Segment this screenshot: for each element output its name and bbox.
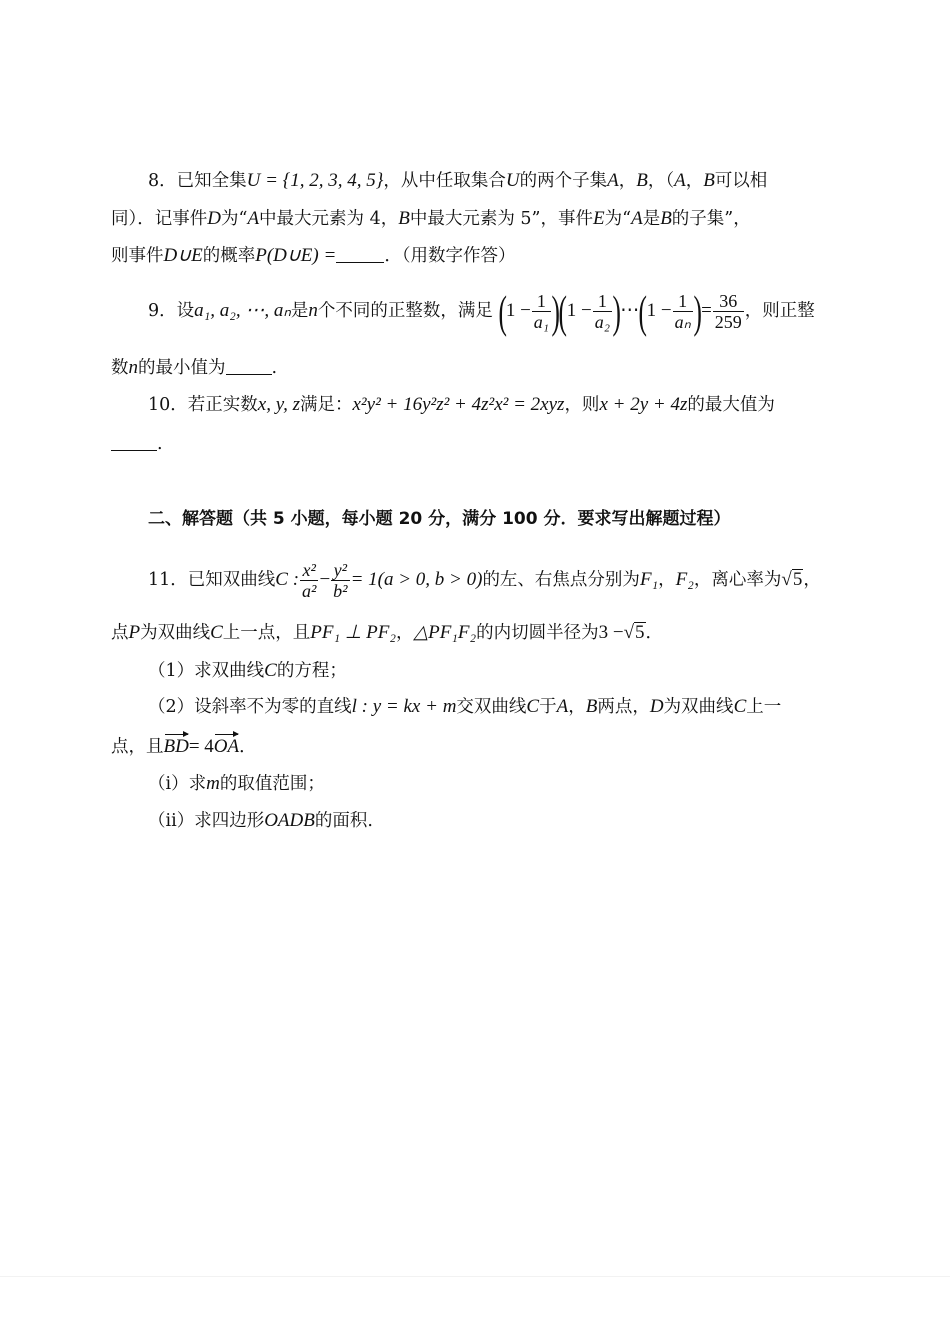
q11-var-a: A [556,696,569,717]
q11-text: ． [645,623,664,643]
q8-text: 已知全集 [176,171,247,191]
q11-var-d: D [649,696,664,717]
q11-vector-bd: BD [164,734,189,760]
q11-f1: F₁ [639,569,659,590]
q10-number: 10．若正实数 [148,395,258,415]
right-paren: ) [551,285,560,337]
q11-triangle: △PF₁F₂ [413,622,477,643]
frac-num: 1 [673,291,693,312]
q10-line2 [111,431,163,457]
q8-probability: P(D∪E) = [255,245,337,266]
q8-var-u: U [505,170,520,191]
q11-line2 [111,620,663,646]
q10-equation: x²y² + 16y²z² + 4z²x² = 2xyz [352,394,565,415]
q10-text: 满足： [300,395,353,415]
q8-var-a: A [674,170,686,191]
sqrt-sign: √ [623,622,635,643]
q8-text: 中最大元素为 5”，事件 [409,209,594,229]
q9-var-n: n [128,357,138,378]
q11-equals-4: = 4 [188,736,214,757]
q10-text: ，则 [564,395,600,415]
q11-number: 11．已知双曲线 [148,570,276,590]
q9-fraction-n [673,291,693,332]
q8-text: 的概率 [202,246,256,266]
q8-var-b: B [660,208,672,229]
q9-text: 是 [290,301,309,321]
q11-quadrilateral: OADB [264,810,315,831]
q9-answer-blank [226,356,272,375]
q11-text: 的面积. [314,811,373,831]
q9-number: 9．设 [148,301,195,321]
q8-universal-set: U = {1, 2, 3, 4, 5} [246,170,384,191]
q11-sqrt5: 5 [792,569,803,590]
q9-equals: = [701,300,712,321]
q9-var-n: n [308,300,318,321]
q8-text: 是 [642,209,661,229]
right-paren: ) [612,285,621,337]
frac-den: aₙ [674,312,691,332]
frac-num: 36 [713,291,744,312]
q10-text: 的最大值为 [687,395,775,415]
q8-var-d: D [207,208,221,229]
q8-text: ，（ [647,171,675,191]
q8-text: 为“ [604,209,632,229]
q9-text: 的最小值为 [138,358,226,378]
q10-line1 [148,392,775,418]
q11-var-c: C [264,660,277,681]
frac-num: x² [300,560,318,581]
q11-text: （1）求双曲线 [148,661,265,681]
q9-one-minus: 1 − [646,300,672,321]
q11-var-c: C [733,696,747,717]
q11-text: 为双曲线 [140,623,211,643]
q8-number: 8． [148,171,177,191]
q8-text: 同）．记事件 [111,209,208,229]
q11-text: 点，且 [111,737,164,757]
sqrt-sign: √ [781,569,792,590]
frac-num: y² [331,560,349,581]
q8-union: D∪E [163,245,203,266]
q11-text: 上一 [746,697,782,717]
q11-part-i [148,771,325,797]
q8-text: 可以相 [714,171,768,191]
q10-vars: x, y, z [257,394,300,415]
q11-text: 于 [539,697,557,717]
q11-part2 [148,694,781,720]
q11-f2: F₂ [675,569,694,590]
q11-line1 [148,555,821,605]
frac-den: a₂ [594,312,610,332]
q11-text: 为双曲线 [663,697,734,717]
q8-text: 中最大元素为 4， [259,209,399,229]
left-paren: ( [558,285,568,337]
section-heading: 二、解答题（共 5 小题，每小题 20 分，满分 100 分．要求写出解题过程） [148,509,731,529]
q11-var-c: C [526,696,540,717]
q11-text: 上一点，且 [222,623,311,643]
q9-fraction-1 [532,291,551,332]
q11-sqrt5: 5 [635,622,645,643]
q8-var-b: B [398,208,410,229]
q9-text: 数 [111,358,129,378]
frac-den: 259 [714,312,742,332]
left-paren: ( [497,285,507,337]
q11-text: 交双曲线 [456,697,527,717]
q8-line3 [111,243,516,269]
q9-one-minus: 1 − [505,300,531,321]
q11-text: 的内切圆半径为 [476,623,599,643]
q9-line2 [111,355,277,381]
q11-perpendicular: PF₁ ⊥ PF₂ [310,622,396,643]
q11-var-m: m [206,773,220,794]
q9-text: ，则正整 [744,301,815,321]
q8-answer-blank [336,244,384,263]
q11-line-eq: l : y = kx + m [351,696,457,717]
q11-condition: = 1(a > 0, b > 0) [350,569,483,590]
q11-part1 [148,658,347,684]
q11-part2-cont [111,734,257,760]
frac-den: a² [302,581,317,601]
q11-text: ， [658,570,676,590]
q11-text: 点 [111,623,129,643]
q11-text: ，离心率为 [693,570,782,590]
q10-text: . [157,434,163,454]
frac-num: 1 [593,291,612,312]
q9-one-minus: 1 − [566,300,592,321]
q8-var-a: A [247,208,260,229]
q9-dots: ⋯ [620,300,640,321]
q8-line2 [111,206,751,232]
q8-var-b: B [636,170,648,191]
q11-part-ii [148,808,373,834]
q11-fraction-y [331,560,349,601]
q9-text: 个不同的正整数，满足 [317,301,493,321]
q10-answer-blank [111,432,157,451]
right-paren: ) [693,285,702,337]
q11-text: 的左、右焦点分别为 [482,570,640,590]
q11-text: （2）设斜率不为零的直线 [148,697,352,717]
q11-text: ， [568,697,586,717]
left-paren: ( [638,285,648,337]
q11-var-p: P [128,622,141,643]
q11-text: 两点， [597,697,650,717]
q9-line1 [148,286,815,336]
frac-den: b² [333,581,348,601]
q11-minus: − [319,569,331,590]
q8-text: 的子集”， [671,209,751,229]
q8-line1: 8．已知全集U = {1, 2, 3, 4, 5}，从中任取集合U的两个子集A，B，（A，B可以相 [148,170,768,191]
page-bottom-divider [0,1276,950,1277]
q8-text: ，从中任取集合 [383,171,506,191]
q11-var-b: B [585,696,598,717]
q8-text: ．（用数字作答） [384,246,516,266]
q11-text: ． [239,737,257,757]
q9-sequence: a₁, a₂, ⋯, aₙ [194,300,291,321]
q8-var-e: E [593,208,605,229]
q11-text: 的方程； [276,661,347,681]
q9-text: . [271,358,278,378]
q8-text: 为“ [220,209,248,229]
q8-var-a: A [631,208,643,229]
q10-expression: x + 2y + 4z [599,394,688,415]
frac-den: a₁ [533,312,550,332]
q8-text: 的两个子集 [519,171,608,191]
q9-fraction-2 [593,291,612,332]
q9-result-fraction [713,291,744,332]
q11-curve: C : [275,569,300,590]
q11-text: 的取值范围； [219,774,325,794]
q8-text: 则事件 [111,246,164,266]
q11-text: （ii）求四边形 [148,811,265,831]
frac-num: 1 [532,291,551,312]
q8-var-b: B [703,170,715,191]
q11-text: （i）求 [148,774,207,794]
q11-text: ， [803,570,821,590]
q11-radius: 3 − [598,622,624,643]
q11-fraction-x [300,560,318,601]
q8-var-a: A [607,170,619,191]
q11-text: ， [395,623,414,643]
q11-var-c: C [210,622,223,643]
q11-vector-oa: OA [214,734,239,760]
